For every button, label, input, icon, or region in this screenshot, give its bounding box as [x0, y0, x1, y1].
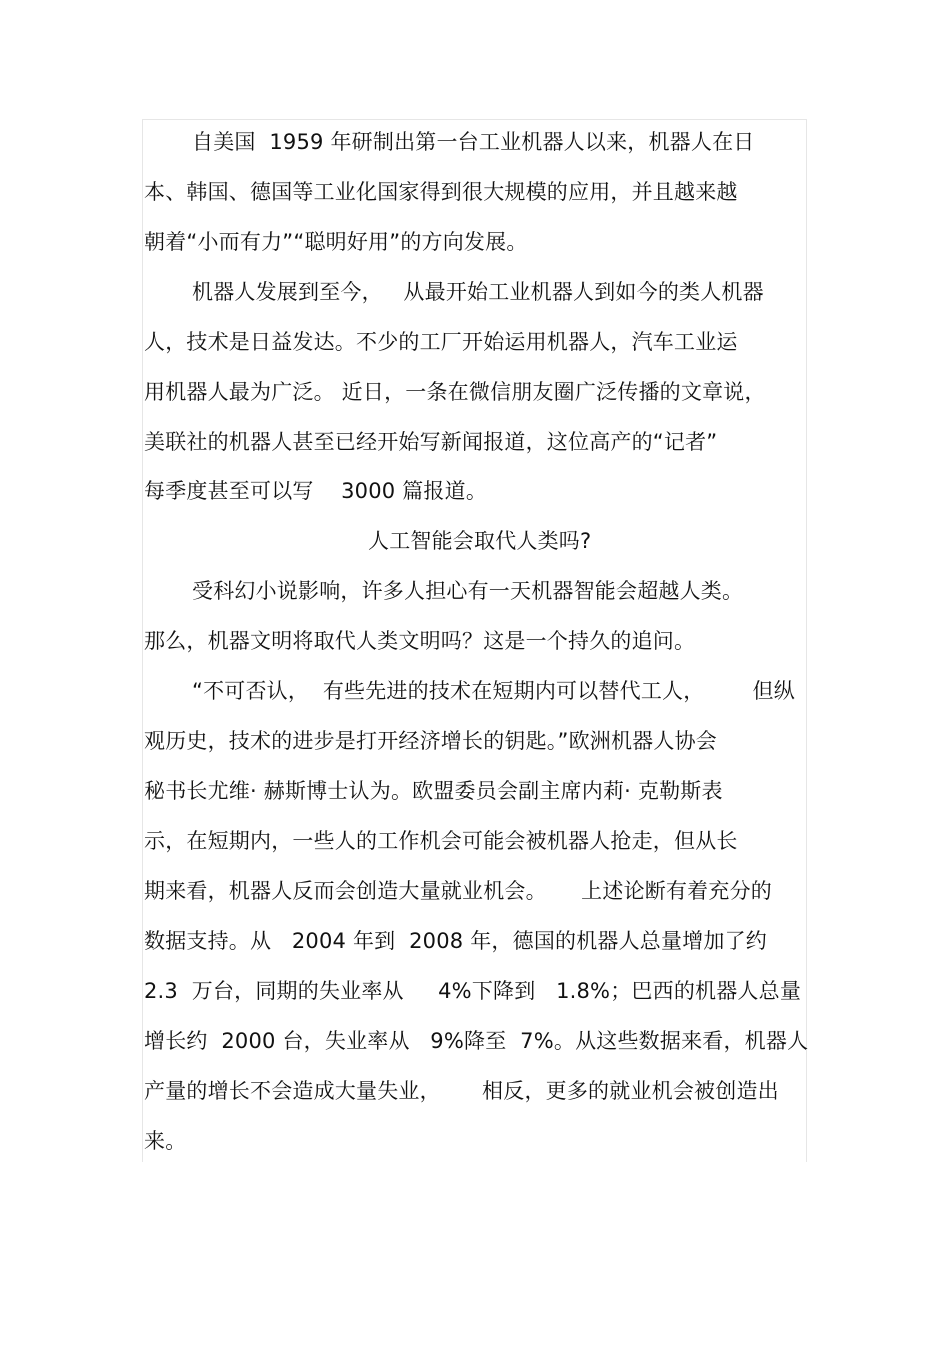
paragraph-1-line-1: 自美国 1959 年研制出第一台工业机器人以来，机器人在日	[192, 130, 755, 154]
paragraph-4-line-9: 产量的增长不会造成大量失业， 相反，更多的就业机会被创造出	[144, 1079, 779, 1103]
paragraph-4-line-2: 观历史，技术的进步是打开经济增长的钥匙。”欧洲机器人协会	[144, 729, 717, 753]
paragraph-3-line-1: 受科幻小说影响，许多人担心有一天机器智能会超越人类。	[192, 579, 744, 603]
paragraph-2-line-4: 美联社的机器人甚至已经开始写新闻报道，这位高产的“记者”	[144, 430, 718, 454]
paragraph-4-line-10: 来。	[144, 1129, 187, 1153]
section-heading: 人工智能会取代人类吗?	[368, 529, 592, 553]
paragraph-3-line-2: 那么，机器文明将取代人类文明吗？这是一个持久的追问。	[144, 629, 696, 653]
paragraph-4-line-1: “不可否认， 有些先进的技术在短期内可以替代工人， 但纵	[192, 679, 795, 703]
paragraph-4-line-3: 秘书长尤维· 赫斯博士认为。欧盟委员会副主席内莉· 克勒斯表	[144, 779, 723, 803]
paragraph-4-line-6: 数据支持。从 2004 年到 2008 年，德国的机器人总量增加了约	[144, 929, 768, 953]
paragraph-2-line-5: 每季度甚至可以写 3000 篇报道。	[144, 479, 488, 503]
paragraph-2-line-3: 用机器人最为广泛。 近日，一条在微信朋友圈广泛传播的文章说，	[144, 380, 766, 404]
paragraph-1-line-3: 朝着“小而有力”“聪明好用”的方向发展。	[144, 230, 528, 254]
paragraph-4-line-8: 增长约 2000 台，失业率从 9%降至 7%。从这些数据来看，机器人	[144, 1029, 809, 1053]
paragraph-4-line-5: 期来看，机器人反而会创造大量就业机会。 上述论断有着充分的	[144, 879, 772, 903]
paragraph-2-line-2: 人，技术是日益发达。不少的工厂开始运用机器人，汽车工业运	[144, 330, 738, 354]
paragraph-4-line-4: 示，在短期内，一些人的工作机会可能会被机器人抢走，但从长	[144, 829, 738, 853]
paragraph-4-line-7: 2.3 万台，同期的失业率从 4%下降到 1.8%；巴西的机器人总量	[144, 979, 802, 1003]
paragraph-2-line-1: 机器人发展到至今， 从最开始工业机器人到如今的类人机器	[192, 280, 764, 304]
paragraph-1-line-2: 本、韩国、德国等工业化国家得到很大规模的应用，并且越来越	[144, 180, 738, 204]
